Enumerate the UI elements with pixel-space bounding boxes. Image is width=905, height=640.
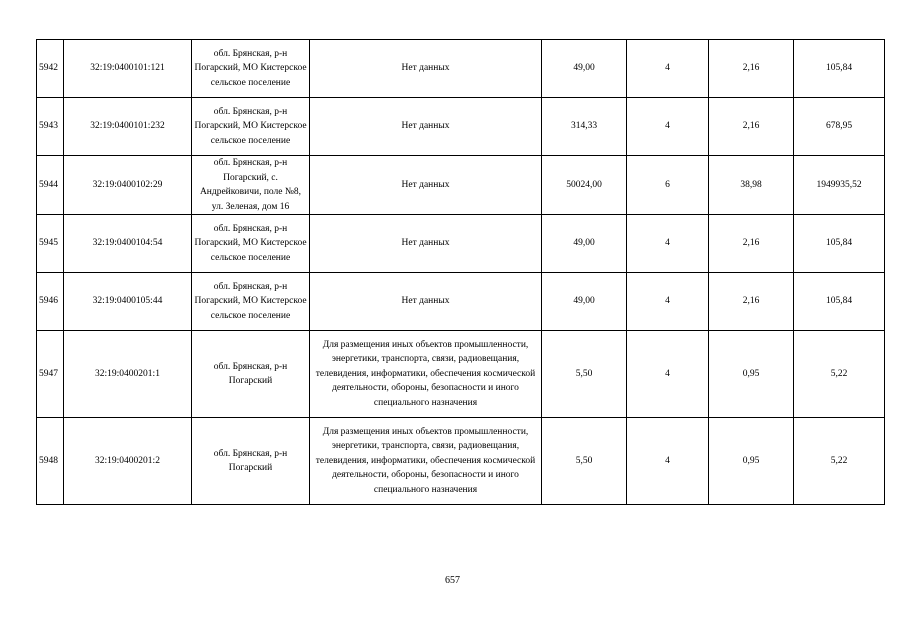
- page-number: 657: [445, 575, 460, 586]
- cadastral-number-cell: 32:19:0400102:29: [64, 156, 192, 215]
- cadastral-value-cell: 1949935,52: [794, 156, 885, 215]
- permitted-use-cell: Нет данных: [310, 156, 542, 215]
- row-number-cell: 5942: [37, 40, 64, 98]
- cadastral-value-cell: 5,22: [794, 418, 885, 505]
- address-cell: обл. Брянская, р-н Погарский, МО Кистерское сельское поселение: [192, 98, 310, 156]
- group-number-cell: 4: [627, 40, 709, 98]
- cadastral-value-cell: 105,84: [794, 215, 885, 273]
- row-number-cell: 5945: [37, 215, 64, 273]
- table-row: [37, 215, 885, 273]
- area-cell: 49,00: [542, 215, 627, 273]
- address-cell: обл. Брянская, р-н Погарский, с. Андрейковичи, поле №8, ул. Зеленая, дом 16: [192, 156, 310, 215]
- permitted-use-cell: Для размещения иных объектов промышленности, энергетики, транспорта, связи, радиовещания, телевидения, информатики, обеспечения космической деятельности, обороны, безопасности и иного специального назначения: [310, 331, 542, 418]
- address-cell: обл. Брянская, р-н Погарский, МО Кистерское сельское поселение: [192, 273, 310, 331]
- permitted-use-cell: Нет данных: [310, 40, 542, 98]
- cadastral-number-cell: 32:19:0400201:1: [64, 331, 192, 418]
- row-number-cell: 5947: [37, 331, 64, 418]
- specific-value-cell: 2,16: [709, 273, 794, 331]
- group-number-cell: 4: [627, 273, 709, 331]
- cadastral-number-cell: 32:19:0400201:2: [64, 418, 192, 505]
- cadastral-value-cell: 5,22: [794, 331, 885, 418]
- cadastral-number-cell: 32:19:0400105:44: [64, 273, 192, 331]
- permitted-use-cell: Нет данных: [310, 273, 542, 331]
- address-cell: обл. Брянская, р-н Погарский: [192, 331, 310, 418]
- specific-value-cell: 0,95: [709, 418, 794, 505]
- table-body: [37, 40, 885, 505]
- area-cell: 5,50: [542, 418, 627, 505]
- cadastral-number-cell: 32:19:0400104:54: [64, 215, 192, 273]
- cadastral-value-cell: 678,95: [794, 98, 885, 156]
- address-cell: обл. Брянская, р-н Погарский: [192, 418, 310, 505]
- cadastral-number-cell: 32:19:0400101:232: [64, 98, 192, 156]
- group-number-cell: 4: [627, 418, 709, 505]
- specific-value-cell: 2,16: [709, 98, 794, 156]
- area-cell: 5,50: [542, 331, 627, 418]
- address-cell: обл. Брянская, р-н Погарский, МО Кистерское сельское поселение: [192, 215, 310, 273]
- cadastral-number-cell: 32:19:0400101:121: [64, 40, 192, 98]
- permitted-use-cell: Для размещения иных объектов промышленности, энергетики, транспорта, связи, радиовещания, телевидения, информатики, обеспечения космической деятельности, обороны, безопасности и иного специального назначения: [310, 418, 542, 505]
- table-row: [37, 273, 885, 331]
- address-cell: обл. Брянская, р-н Погарский, МО Кистерское сельское поселение: [192, 40, 310, 98]
- row-number-cell: 5944: [37, 156, 64, 215]
- row-number-cell: 5948: [37, 418, 64, 505]
- table-row: [37, 98, 885, 156]
- cadastral-value-cell: 105,84: [794, 273, 885, 331]
- area-cell: 49,00: [542, 273, 627, 331]
- cadastral-value-table: [36, 39, 885, 505]
- table-row: [37, 418, 885, 505]
- permitted-use-cell: Нет данных: [310, 215, 542, 273]
- area-cell: 49,00: [542, 40, 627, 98]
- group-number-cell: 4: [627, 331, 709, 418]
- table-row: [37, 331, 885, 418]
- specific-value-cell: 38,98: [709, 156, 794, 215]
- group-number-cell: 4: [627, 98, 709, 156]
- area-cell: 314,33: [542, 98, 627, 156]
- permitted-use-cell: Нет данных: [310, 98, 542, 156]
- table-row: [37, 40, 885, 98]
- group-number-cell: 6: [627, 156, 709, 215]
- group-number-cell: 4: [627, 215, 709, 273]
- row-number-cell: 5946: [37, 273, 64, 331]
- table-row: [37, 156, 885, 215]
- cadastral-value-cell: 105,84: [794, 40, 885, 98]
- specific-value-cell: 0,95: [709, 331, 794, 418]
- area-cell: 50024,00: [542, 156, 627, 215]
- specific-value-cell: 2,16: [709, 40, 794, 98]
- specific-value-cell: 2,16: [709, 215, 794, 273]
- row-number-cell: 5943: [37, 98, 64, 156]
